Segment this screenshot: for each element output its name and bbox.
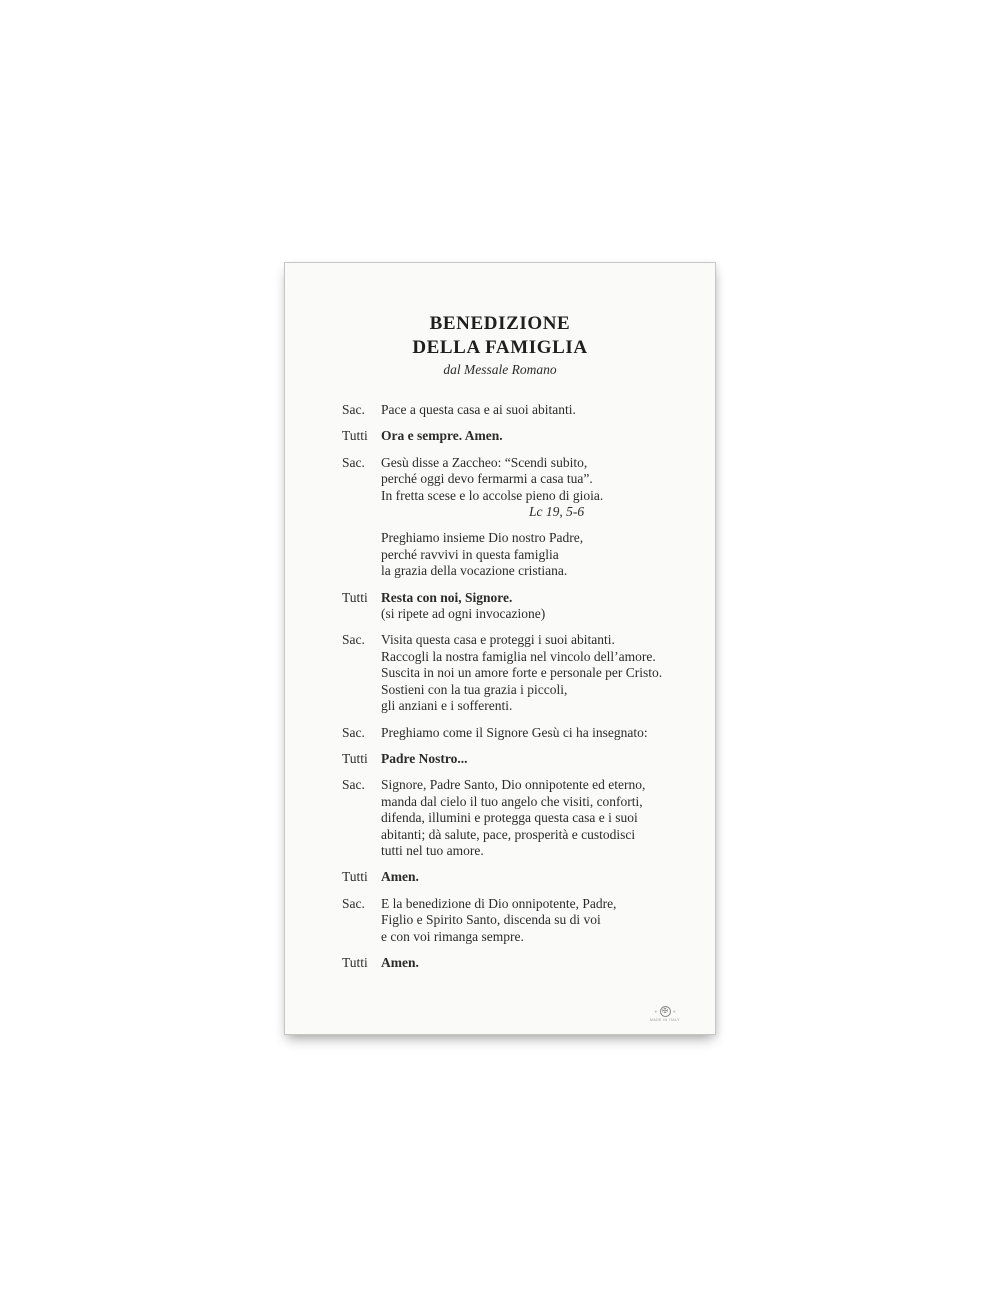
dialogue-entry — [342, 632, 699, 714]
dialogue-line: (si ripete ad ogni invocazione) — [381, 606, 546, 622]
dialogue-entry — [342, 530, 699, 579]
dialogue-line: Amen. — [381, 869, 419, 885]
dialogue-line: Figlio e Spirito Santo, discenda su di voi — [381, 912, 601, 928]
dialogue-line: Amen. — [381, 954, 419, 970]
dialogue-line: gli anziani e i sofferenti. — [381, 698, 513, 714]
card-header — [285, 312, 715, 378]
dialogue-line: la grazia della vocazione cristiana. — [381, 563, 568, 579]
prayer-card — [284, 262, 716, 1035]
dialogue-entry — [342, 751, 699, 767]
entry-lines — [381, 725, 699, 741]
dialogue-line: Signore, Padre Santo, Dio onnipotente ed eterno, — [381, 777, 646, 793]
speaker-label: Tutti — [342, 750, 368, 766]
dialogue-line: Visita questa casa e proteggi i suoi abitanti. — [381, 632, 615, 648]
dialogue-line: Suscita in noi un amore forte e personale per Cristo. — [381, 665, 663, 681]
dialogue-entry — [342, 455, 699, 521]
dialogue-entry — [342, 402, 699, 418]
speaker-label: Sac. — [342, 402, 365, 417]
entry-lines — [381, 632, 699, 714]
emblem-right-mark-icon: ✳ — [672, 1008, 676, 1014]
entry-lines — [381, 530, 699, 579]
card-title-line2: DELLA FAMIGLIA — [412, 337, 588, 358]
dialogue-line: difenda, illumini e protegga questa casa e i suoi — [381, 810, 638, 826]
dialogue-line: In fretta scese e lo accolse pieno di gioia. — [381, 487, 604, 503]
speaker-label: Tutti — [342, 589, 368, 605]
publisher-emblem — [641, 1006, 689, 1017]
speaker-label: Sac. — [342, 632, 365, 648]
dialogue-line: Padre Nostro... — [381, 750, 468, 766]
speaker-label: Sac. — [342, 777, 365, 793]
dialogue-line: Preghiamo come il Signore Gesù ci ha insegnato: — [381, 724, 648, 740]
dialogue-line: perché oggi devo fermarmi a casa tua”. — [381, 471, 593, 487]
scripture-citation: Lc 19, 5-6 — [529, 504, 585, 520]
entry-lines — [381, 402, 699, 418]
speaker-label: Tutti — [342, 954, 368, 970]
dialogue-text — [285, 402, 715, 971]
entry-lines — [381, 455, 699, 521]
card-title — [285, 312, 715, 360]
entry-lines — [381, 751, 699, 767]
entry-lines — [381, 428, 699, 444]
publisher-logo-caption: MADE IN ITALY — [650, 1018, 680, 1022]
dialogue-line: abitanti; dà salute, pace, prosperità e custodisci — [381, 826, 636, 842]
entry-lines — [381, 777, 699, 859]
publisher-logo — [641, 1006, 689, 1022]
dialogue-line: Ora e sempre. Amen. — [381, 428, 503, 444]
dialogue-line: Pace a questa casa e ai suoi abitanti. — [381, 402, 576, 417]
entry-lines — [381, 896, 699, 945]
speaker-label: Sac. — [342, 895, 365, 911]
dialogue-entry — [342, 428, 699, 444]
entry-lines — [381, 590, 699, 623]
speaker-label: Sac. — [342, 454, 365, 470]
speaker-label: Tutti — [342, 428, 368, 444]
dialogue-line: Sostieni con la tua grazia i piccoli, — [381, 681, 568, 697]
dialogue-entry — [342, 777, 699, 859]
dialogue-entry — [342, 725, 699, 741]
entry-lines — [381, 869, 699, 885]
dialogue-line: perché ravvivi in questa famiglia — [381, 546, 559, 562]
publisher-emblem-icon: ✠ — [660, 1006, 671, 1017]
dialogue-line: Preghiamo insieme Dio nostro Padre, — [381, 530, 584, 546]
dialogue-entry — [342, 869, 699, 885]
entry-lines — [381, 955, 699, 971]
speaker-label: Sac. — [342, 724, 365, 740]
dialogue-line: manda dal cielo il tuo angelo che visiti, conforti, — [381, 793, 643, 809]
speaker-label: Tutti — [342, 869, 368, 885]
dialogue-entry — [342, 896, 699, 945]
dialogue-entry — [342, 590, 699, 623]
dialogue-line: Gesù disse a Zaccheo: “Scendi subito, — [381, 454, 588, 470]
card-title-line1: BENEDIZIONE — [429, 313, 571, 334]
dialogue-line: tutti nel tuo amore. — [381, 842, 484, 858]
dialogue-line: e con voi rimanga sempre. — [381, 928, 524, 944]
emblem-left-mark-icon: ✳ — [654, 1008, 658, 1014]
dialogue-entry — [342, 955, 699, 971]
dialogue-line: Resta con noi, Signore. — [381, 589, 513, 605]
dialogue-line: E la benedizione di Dio onnipotente, Padre, — [381, 895, 617, 911]
card-subtitle: dal Messale Romano — [443, 362, 557, 377]
dialogue-line: Raccogli la nostra famiglia nel vincolo dell’amore. — [381, 648, 656, 664]
